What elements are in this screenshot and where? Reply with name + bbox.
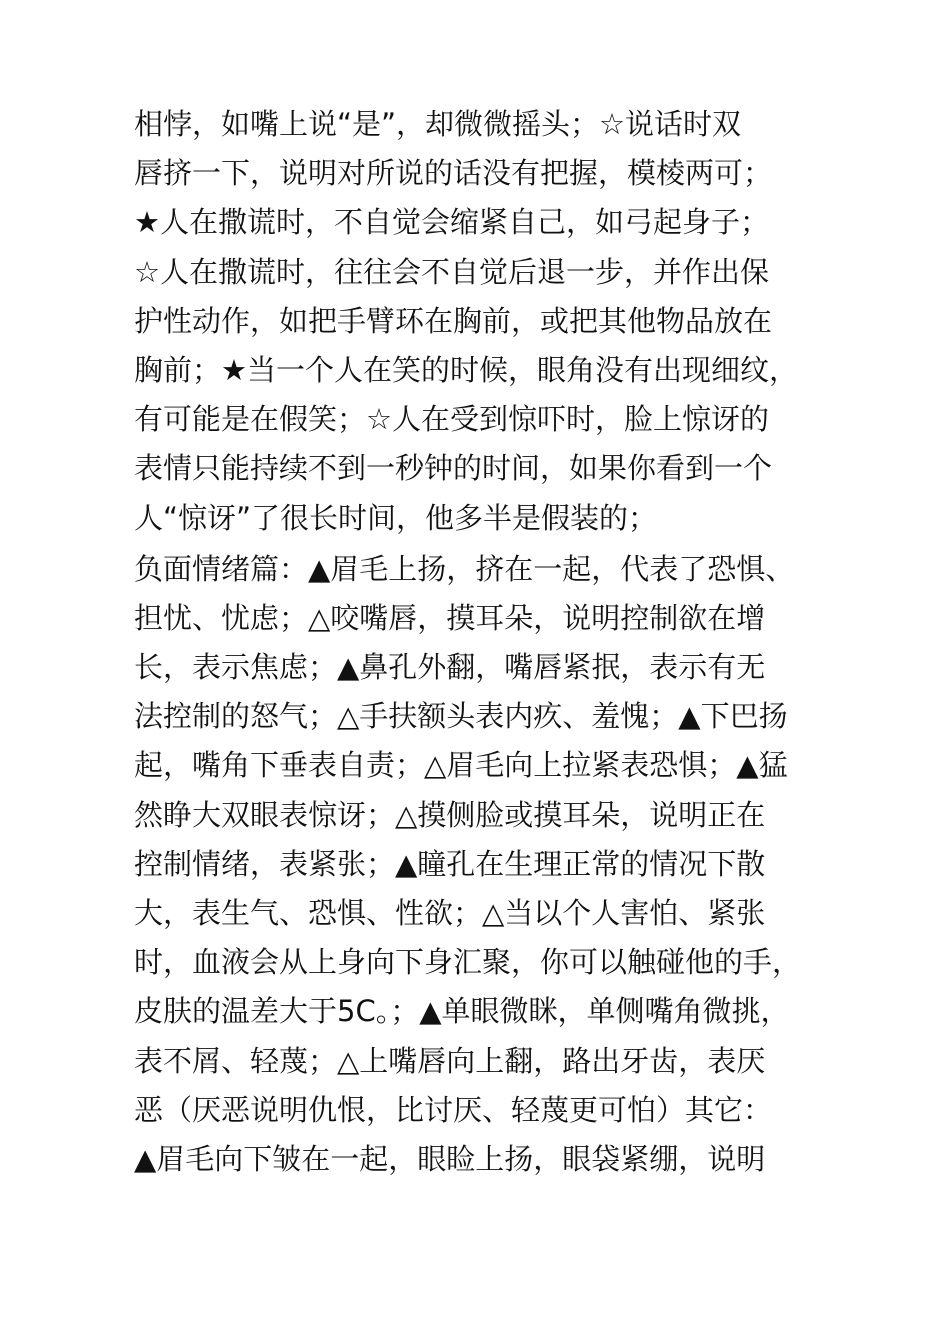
text-line: ▲眉毛向下皱在一起，眼睑上扬，眼袋紧绷，说明 xyxy=(134,1141,766,1176)
body-text xyxy=(134,100,854,1184)
text-line: 胸前；★当一个人在笑的时候，眼角没有出现细纹， xyxy=(134,352,798,387)
paragraph-heading-line: 负面情绪篇：▲眉毛上扬，挤在一起，代表了恐惧、 xyxy=(134,551,795,586)
text-line: 起，嘴角下垂表自责；△眉毛向上拉紧表恐惧；▲猛 xyxy=(134,748,788,783)
text-line: 表不屑、轻蔑；△上嘴唇向上翻，路出牙齿，表厌 xyxy=(134,1043,766,1078)
text-line: 唇挤一下，说明对所说的话没有把握，模棱两可； xyxy=(134,156,773,191)
text-line: 有可能是在假笑；☆人在受到惊吓时，脸上惊讶的 xyxy=(134,402,769,437)
text-line: 相悖，如嘴上说“是”，却微微摇头；☆说话时双 xyxy=(134,107,742,141)
text-line: 长，表示焦虑；▲鼻孔外翻，嘴唇紧抿，表示有无 xyxy=(134,650,766,685)
text-line: 护性动作，如把手臂环在胸前，或把其他物品放在 xyxy=(134,303,773,338)
text-line: 然睁大双眼表惊讶；△摸侧脸或摸耳朵，说明正在 xyxy=(134,797,766,832)
text-line: 时，血液会从上身向下身汇聚，你可以触碰他的手， xyxy=(134,945,802,980)
text-line: ☆人在撒谎时，往往会不自觉后退一步，并作出保 xyxy=(134,254,769,289)
text-line: 表情只能持续不到一秒钟的时间，如果你看到一个 xyxy=(134,451,773,486)
text-line: ★人在撒谎时，不自觉会缩紧自己，如弓起身子； xyxy=(134,205,769,240)
text-line: 皮肤的温差大于5C。；▲单眼微眯，单侧嘴角微挑， xyxy=(134,994,790,1029)
text-line: 控制情绪，表紧张；▲瞳孔在生理正常的情况下散 xyxy=(134,846,766,881)
text-line: 人“惊讶”了很长时间，他多半是假装的； xyxy=(134,500,658,535)
text-line: 恶（厌恶说明仇恨，比讨厌、轻蔑更可怕）其它： xyxy=(134,1092,773,1127)
text-line: 法控制的怒气；△手扶额头表内疚、羞愧；▲下巴扬 xyxy=(134,699,788,734)
text-line: 担忧、忧虑；△咬嘴唇，摸耳朵，说明控制欲在增 xyxy=(134,600,766,635)
text-line: 大，表生气、恐惧、性欲；△当以个人害怕、紧张 xyxy=(134,896,766,930)
